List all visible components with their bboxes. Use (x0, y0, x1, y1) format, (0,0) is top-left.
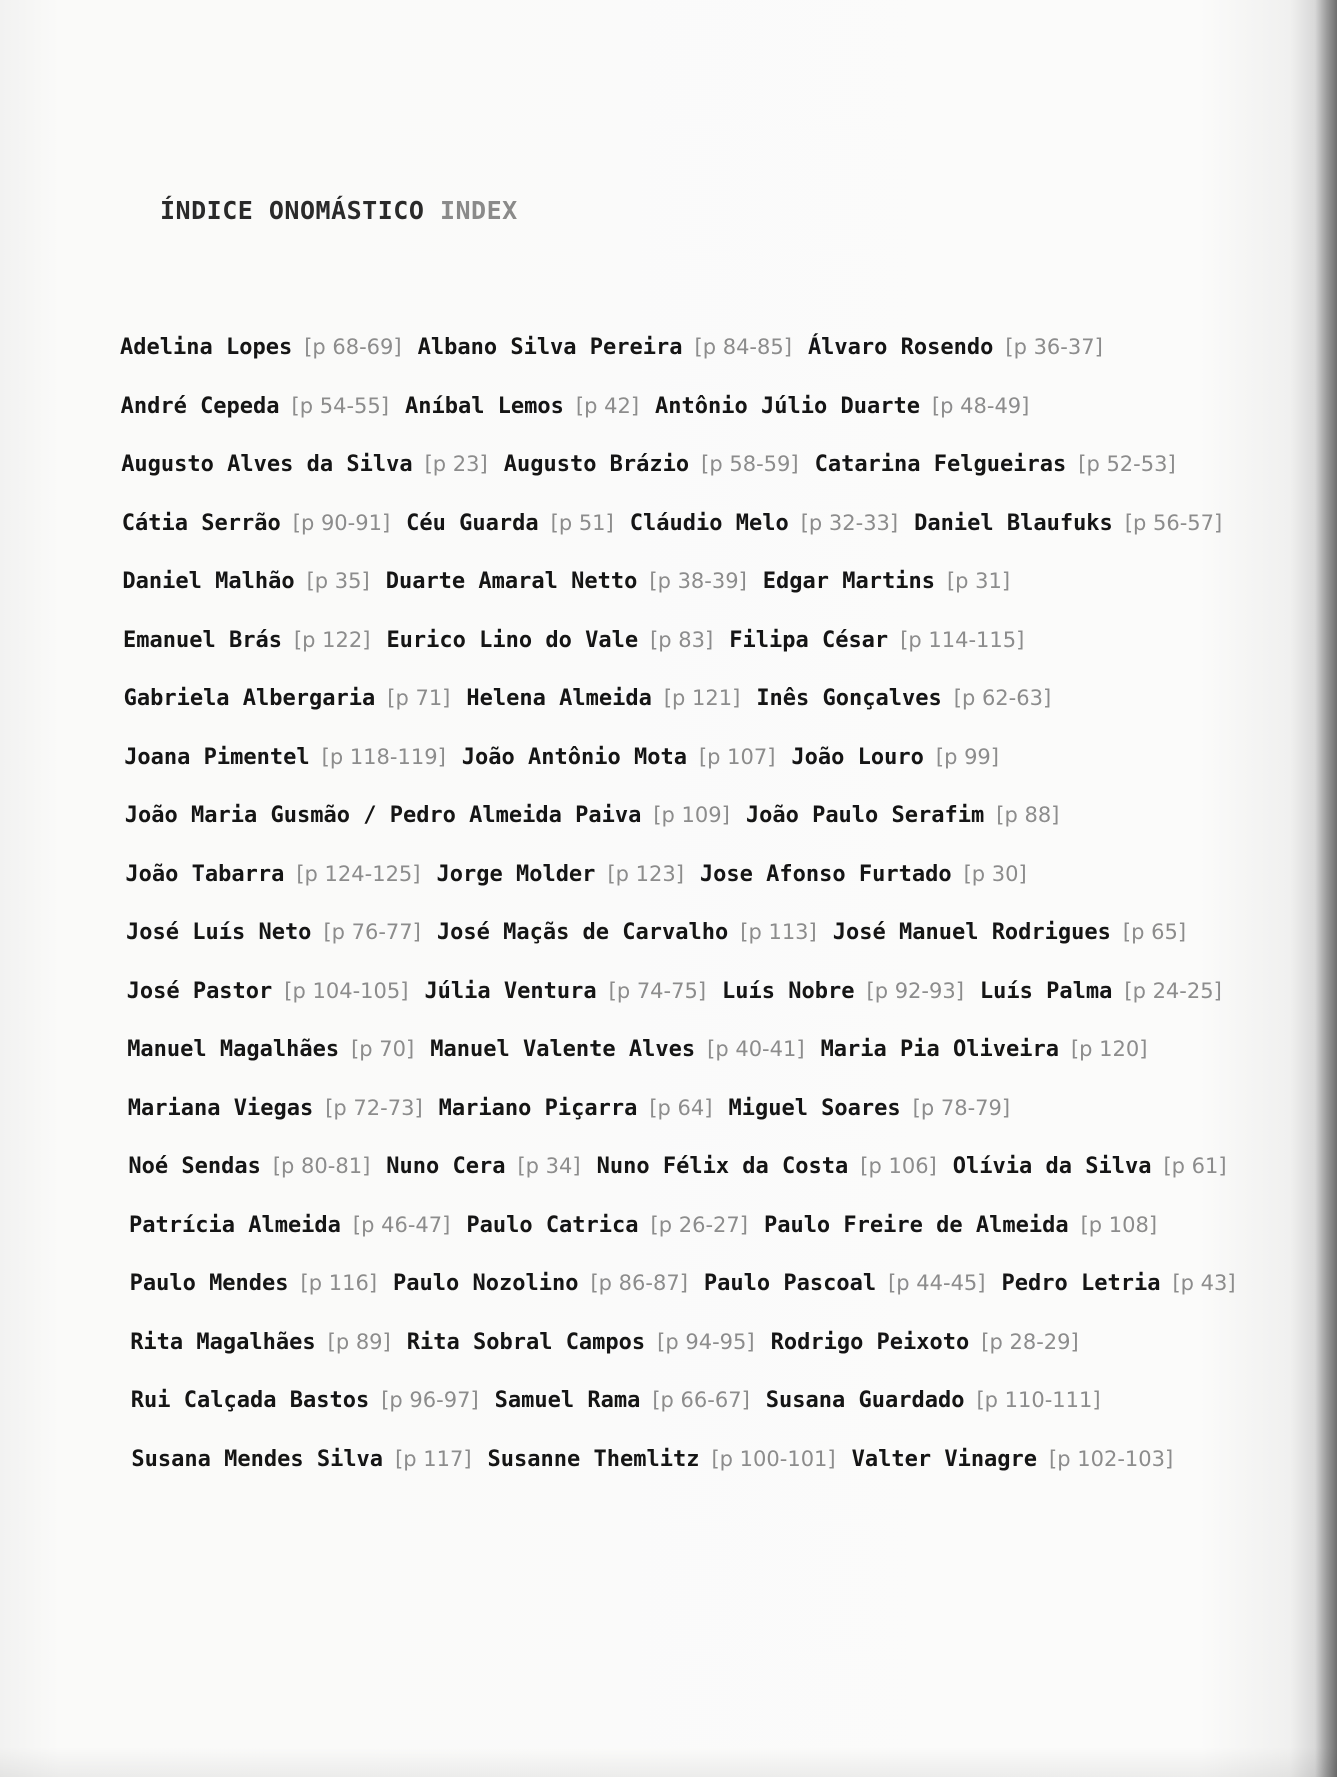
index-row (120, 1385, 1240, 1444)
index-entry (462, 745, 776, 770)
index-entry (131, 1388, 479, 1413)
entry-name: Paulo Mendes (129, 1271, 289, 1296)
entry-page-ref: [p 116] (300, 1271, 378, 1295)
entry-page-ref: [p 107] (698, 744, 776, 769)
index-entry (126, 920, 421, 945)
entry-page-ref: [p 117] (395, 1446, 472, 1471)
entry-page-ref: [p 80-81] (272, 1154, 371, 1178)
index-entry (127, 1037, 414, 1062)
index-entry (630, 511, 898, 536)
entry-page-ref: [p 34] (517, 1154, 581, 1178)
entry-page-ref: [p 71] (387, 686, 451, 710)
index-entry (597, 1154, 937, 1179)
entry-name: Augusto Brázio (503, 452, 690, 477)
index-entry (130, 1330, 391, 1355)
index-entry (763, 569, 1010, 594)
index-row (120, 625, 1240, 684)
entry-page-ref: [p 42] (575, 393, 640, 418)
entry-name: José Pastor (126, 978, 273, 1004)
entry-page-ref: [p 124-125] (296, 861, 421, 886)
entry-page-ref: [p 58-59] (701, 452, 799, 476)
entry-name: Joana Pimentel (124, 744, 310, 770)
entry-page-ref: [p 40-41] (707, 1037, 805, 1061)
index-row (120, 742, 1240, 801)
entry-name: Edgar Martins (762, 569, 935, 594)
entry-name: Maria Pia Oliveira (820, 1037, 1059, 1062)
entry-page-ref: [p 100-101] (711, 1446, 836, 1471)
index-entry (128, 1096, 423, 1121)
index-entry (729, 628, 1024, 653)
entry-page-ref: [p 52-53] (1078, 452, 1176, 476)
entry-name: Susana Mendes Silva (131, 1446, 384, 1472)
entry-page-ref: [p 66-67] (652, 1388, 750, 1412)
index-entry (953, 1154, 1227, 1179)
index-row (120, 1444, 1240, 1503)
entry-name: Patrícia Almeida (129, 1212, 341, 1238)
entry-name: Inês Gonçalves (756, 686, 942, 711)
entry-page-ref: [p 24-25] (1124, 978, 1222, 1003)
entry-page-ref: [p 23] (424, 452, 488, 476)
index-entry (791, 745, 999, 770)
entry-name: Rita Sobral Campos (406, 1329, 646, 1355)
entry-page-ref: [p 26-27] (650, 1212, 748, 1237)
entry-page-ref: [p 48-49] (931, 393, 1030, 418)
index-row (120, 1268, 1240, 1327)
entry-name: Filipa César (729, 627, 889, 653)
entry-name: Eurico Lino do Vale (386, 627, 639, 653)
index-entry (418, 335, 792, 360)
index-entry (722, 979, 964, 1004)
entry-page-ref: [p 106] (860, 1154, 937, 1178)
entry-page-ref: [p 78-79] (912, 1095, 1011, 1120)
entry-page-ref: [p 110-111] (976, 1388, 1101, 1412)
entry-page-ref: [p 44-45] (888, 1271, 986, 1295)
entry-page-ref: [p 113] (740, 920, 817, 944)
entry-name: Manuel Magalhães (127, 1037, 340, 1062)
entry-page-ref: [p 108] (1080, 1212, 1158, 1237)
entry-name: José Manuel Rodrigues (832, 920, 1111, 945)
index-entry (430, 1037, 804, 1062)
index-row (120, 859, 1240, 918)
index-row (120, 1093, 1240, 1152)
index-entry (756, 686, 1051, 711)
entry-name: João Louro (791, 744, 924, 770)
entry-name: Paulo Freire de Almeida (763, 1212, 1069, 1238)
entry-page-ref: [p 90-91] (292, 510, 391, 535)
index-entry (766, 1388, 1101, 1413)
index-entry (407, 1330, 755, 1355)
index-entry (466, 686, 740, 711)
entry-page-ref: [p 99] (935, 744, 999, 769)
entry-page-ref: [p 94-95] (657, 1329, 755, 1354)
entry-name: Luís Nobre (722, 978, 855, 1004)
entry-page-ref: [p 36-37] (1005, 335, 1103, 359)
index-entry (129, 1213, 450, 1238)
entry-page-ref: [p 35] (306, 569, 370, 593)
entry-page-ref: [p 46-47] (352, 1212, 451, 1237)
entry-name: Helena Almeida (466, 686, 652, 711)
entry-name: João Maria Gusmão / Pedro Almeida Paiva (124, 803, 642, 828)
index-entry (386, 569, 747, 594)
entry-page-ref: [p 121] (663, 686, 741, 710)
index-entry (406, 511, 614, 536)
entry-name: André Cepeda (120, 393, 280, 419)
entry-page-ref: [p 28-29] (981, 1329, 1079, 1354)
index-row (120, 1210, 1240, 1269)
entry-name: Daniel Malhão (122, 569, 295, 594)
entry-page-ref: [p 62-63] (953, 686, 1052, 710)
entry-page-ref: [p 51] (550, 510, 614, 535)
entry-name: João Paulo Serafim (745, 803, 985, 828)
index-entry (439, 1096, 713, 1121)
index-row (120, 508, 1240, 567)
entry-page-ref: [p 89] (327, 1329, 391, 1354)
entry-name: Luís Palma (979, 978, 1113, 1004)
entry-name: Albano Silva Pereira (417, 335, 683, 360)
index-entry (746, 803, 1060, 828)
index-entry (127, 979, 409, 1004)
entry-name: Rita Magalhães (130, 1329, 316, 1355)
index-row (120, 449, 1240, 508)
index-entry (121, 452, 488, 477)
entry-name: Duarte Amaral Netto (385, 569, 638, 594)
name-index-list (120, 332, 1240, 1502)
index-entry (128, 1154, 370, 1179)
index-entry (393, 1271, 688, 1296)
title-english: INDEX (439, 196, 518, 225)
entry-page-ref: [p 84-85] (694, 335, 792, 359)
entry-page-ref: [p 43] (1172, 1271, 1236, 1295)
index-row (120, 917, 1240, 976)
index-entry (808, 335, 1103, 360)
index-entry (504, 452, 799, 477)
entry-page-ref: [p 70] (351, 1037, 415, 1061)
entry-name: Paulo Catrica (466, 1212, 639, 1238)
entry-page-ref: [p 56-57] (1124, 510, 1223, 535)
index-entry (815, 452, 1176, 477)
index-row (120, 800, 1240, 859)
entry-name: Susanne Themlitz (487, 1446, 700, 1472)
entry-page-ref: [p 96-97] (381, 1388, 479, 1412)
entry-page-ref: [p 123] (607, 861, 684, 886)
entry-page-ref: [p 76-77] (323, 920, 421, 944)
entry-page-ref: [p 122] (293, 627, 371, 652)
entry-page-ref: [p 72-73] (325, 1095, 423, 1120)
index-entry (405, 394, 639, 419)
entry-name: Samuel Rama (494, 1388, 641, 1413)
entry-page-ref: [p 64] (649, 1095, 713, 1120)
entry-name: Miguel Soares (728, 1095, 901, 1121)
entry-page-ref: [p 32-33] (800, 510, 899, 535)
entry-name: Olívia da Silva (952, 1154, 1152, 1179)
index-entry (436, 862, 683, 887)
index-row (120, 1327, 1240, 1386)
index-entry (122, 569, 369, 594)
page-title (160, 196, 518, 225)
entry-page-ref: [p 102-103] (1049, 1446, 1174, 1471)
index-entry (386, 628, 713, 653)
entry-page-ref: [p 88] (996, 803, 1060, 827)
index-entry (852, 1447, 1174, 1472)
entry-name: Pedro Letria (1001, 1271, 1161, 1296)
index-entry (130, 1271, 377, 1296)
entry-name: Paulo Pascoal (703, 1271, 877, 1296)
entry-name: Cátia Serrão (121, 510, 281, 536)
index-row (120, 1034, 1240, 1093)
entry-page-ref: [p 86-87] (590, 1271, 688, 1295)
index-entry (437, 920, 817, 945)
entry-name: Nuno Félix da Costa (596, 1154, 849, 1179)
entry-name: Rui Calçada Bastos (130, 1388, 370, 1413)
entry-page-ref: [p 65] (1122, 920, 1187, 944)
entry-page-ref: [p 61] (1163, 1154, 1227, 1178)
entry-page-ref: [p 120] (1070, 1037, 1148, 1061)
entry-name: João Tabarra (125, 861, 285, 887)
index-row (120, 976, 1240, 1035)
index-entry (728, 1096, 1010, 1121)
entry-name: Nuno Cera (386, 1154, 506, 1179)
entry-page-ref: [p 104-105] (284, 978, 409, 1003)
entry-name: Catarina Felgueiras (814, 452, 1067, 477)
index-entry (495, 1388, 750, 1413)
title-portuguese: ÍNDICE ONOMÁSTICO (160, 196, 425, 225)
entry-page-ref: [p 68-69] (304, 335, 402, 359)
entry-name: Augusto Alves da Silva (121, 452, 413, 477)
index-entry (764, 1213, 1157, 1238)
entry-name: Rodrigo Peixoto (770, 1329, 970, 1355)
entry-name: Daniel Blaufuks (914, 510, 1113, 536)
entry-name: Emanuel Brás (123, 627, 282, 653)
index-entry (466, 1213, 748, 1238)
index-entry (131, 1447, 471, 1472)
entry-name: Mariana Viegas (127, 1095, 314, 1121)
index-entry (122, 511, 390, 536)
entry-name: Álvaro Rosendo (807, 335, 994, 360)
entry-page-ref: [p 30] (963, 861, 1027, 886)
entry-name: Antônio Júlio Duarte (655, 393, 920, 419)
index-entry (120, 335, 402, 360)
entry-name: Aníbal Lemos (404, 393, 564, 419)
entry-name: Paulo Nozolino (393, 1271, 579, 1296)
index-entry (700, 862, 1027, 887)
entry-name: Adelina Lopes (120, 335, 293, 360)
entry-name: Manuel Valente Alves (430, 1037, 696, 1062)
entry-name: João Antônio Mota (461, 744, 687, 770)
index-entry (914, 511, 1222, 536)
index-row (120, 391, 1240, 450)
entry-page-ref: [p 38-39] (649, 569, 747, 593)
index-entry (655, 394, 1029, 419)
entry-page-ref: [p 54-55] (291, 393, 389, 418)
index-entry (1002, 1271, 1236, 1296)
index-entry (125, 803, 730, 828)
entry-name: Valter Vinagre (851, 1446, 1038, 1472)
index-entry (771, 1330, 1079, 1355)
index-entry (124, 686, 451, 711)
entry-name: José Maçãs de Carvalho (436, 920, 729, 945)
index-row (120, 683, 1240, 742)
index-entry (424, 979, 706, 1004)
index-entry (125, 862, 420, 887)
entry-name: Jorge Molder (436, 861, 596, 887)
index-entry (833, 920, 1186, 945)
entry-name: Mariano Piçarra (438, 1095, 638, 1121)
entry-page-ref: [p 118-119] (321, 744, 446, 769)
entry-name: Noé Sendas (128, 1154, 261, 1179)
index-row (120, 1151, 1240, 1210)
entry-name: Susana Guardado (765, 1388, 965, 1413)
index-row (120, 332, 1240, 391)
entry-name: José Luís Neto (126, 920, 312, 945)
entry-page-ref: [p 109] (653, 803, 730, 827)
index-entry (123, 628, 370, 653)
index-row (120, 566, 1240, 625)
index-entry (980, 979, 1222, 1004)
entry-page-ref: [p 74-75] (608, 978, 707, 1003)
entry-page-ref: [p 114-115] (900, 627, 1025, 652)
index-entry (704, 1271, 986, 1296)
index-entry (124, 745, 446, 770)
entry-name: Júlia Ventura (424, 978, 597, 1004)
index-entry (488, 1447, 836, 1472)
entry-name: Céu Guarda (406, 510, 539, 536)
index-entry (121, 394, 389, 419)
entry-name: Cláudio Melo (629, 510, 789, 536)
entry-page-ref: [p 92-93] (866, 978, 964, 1003)
index-entry (386, 1154, 580, 1179)
index-entry (821, 1037, 1148, 1062)
entry-name: Jose Afonso Furtado (699, 861, 952, 887)
entry-page-ref: [p 31] (946, 569, 1011, 593)
entry-name: Gabriela Albergaria (123, 686, 376, 711)
entry-page-ref: [p 83] (650, 627, 714, 652)
